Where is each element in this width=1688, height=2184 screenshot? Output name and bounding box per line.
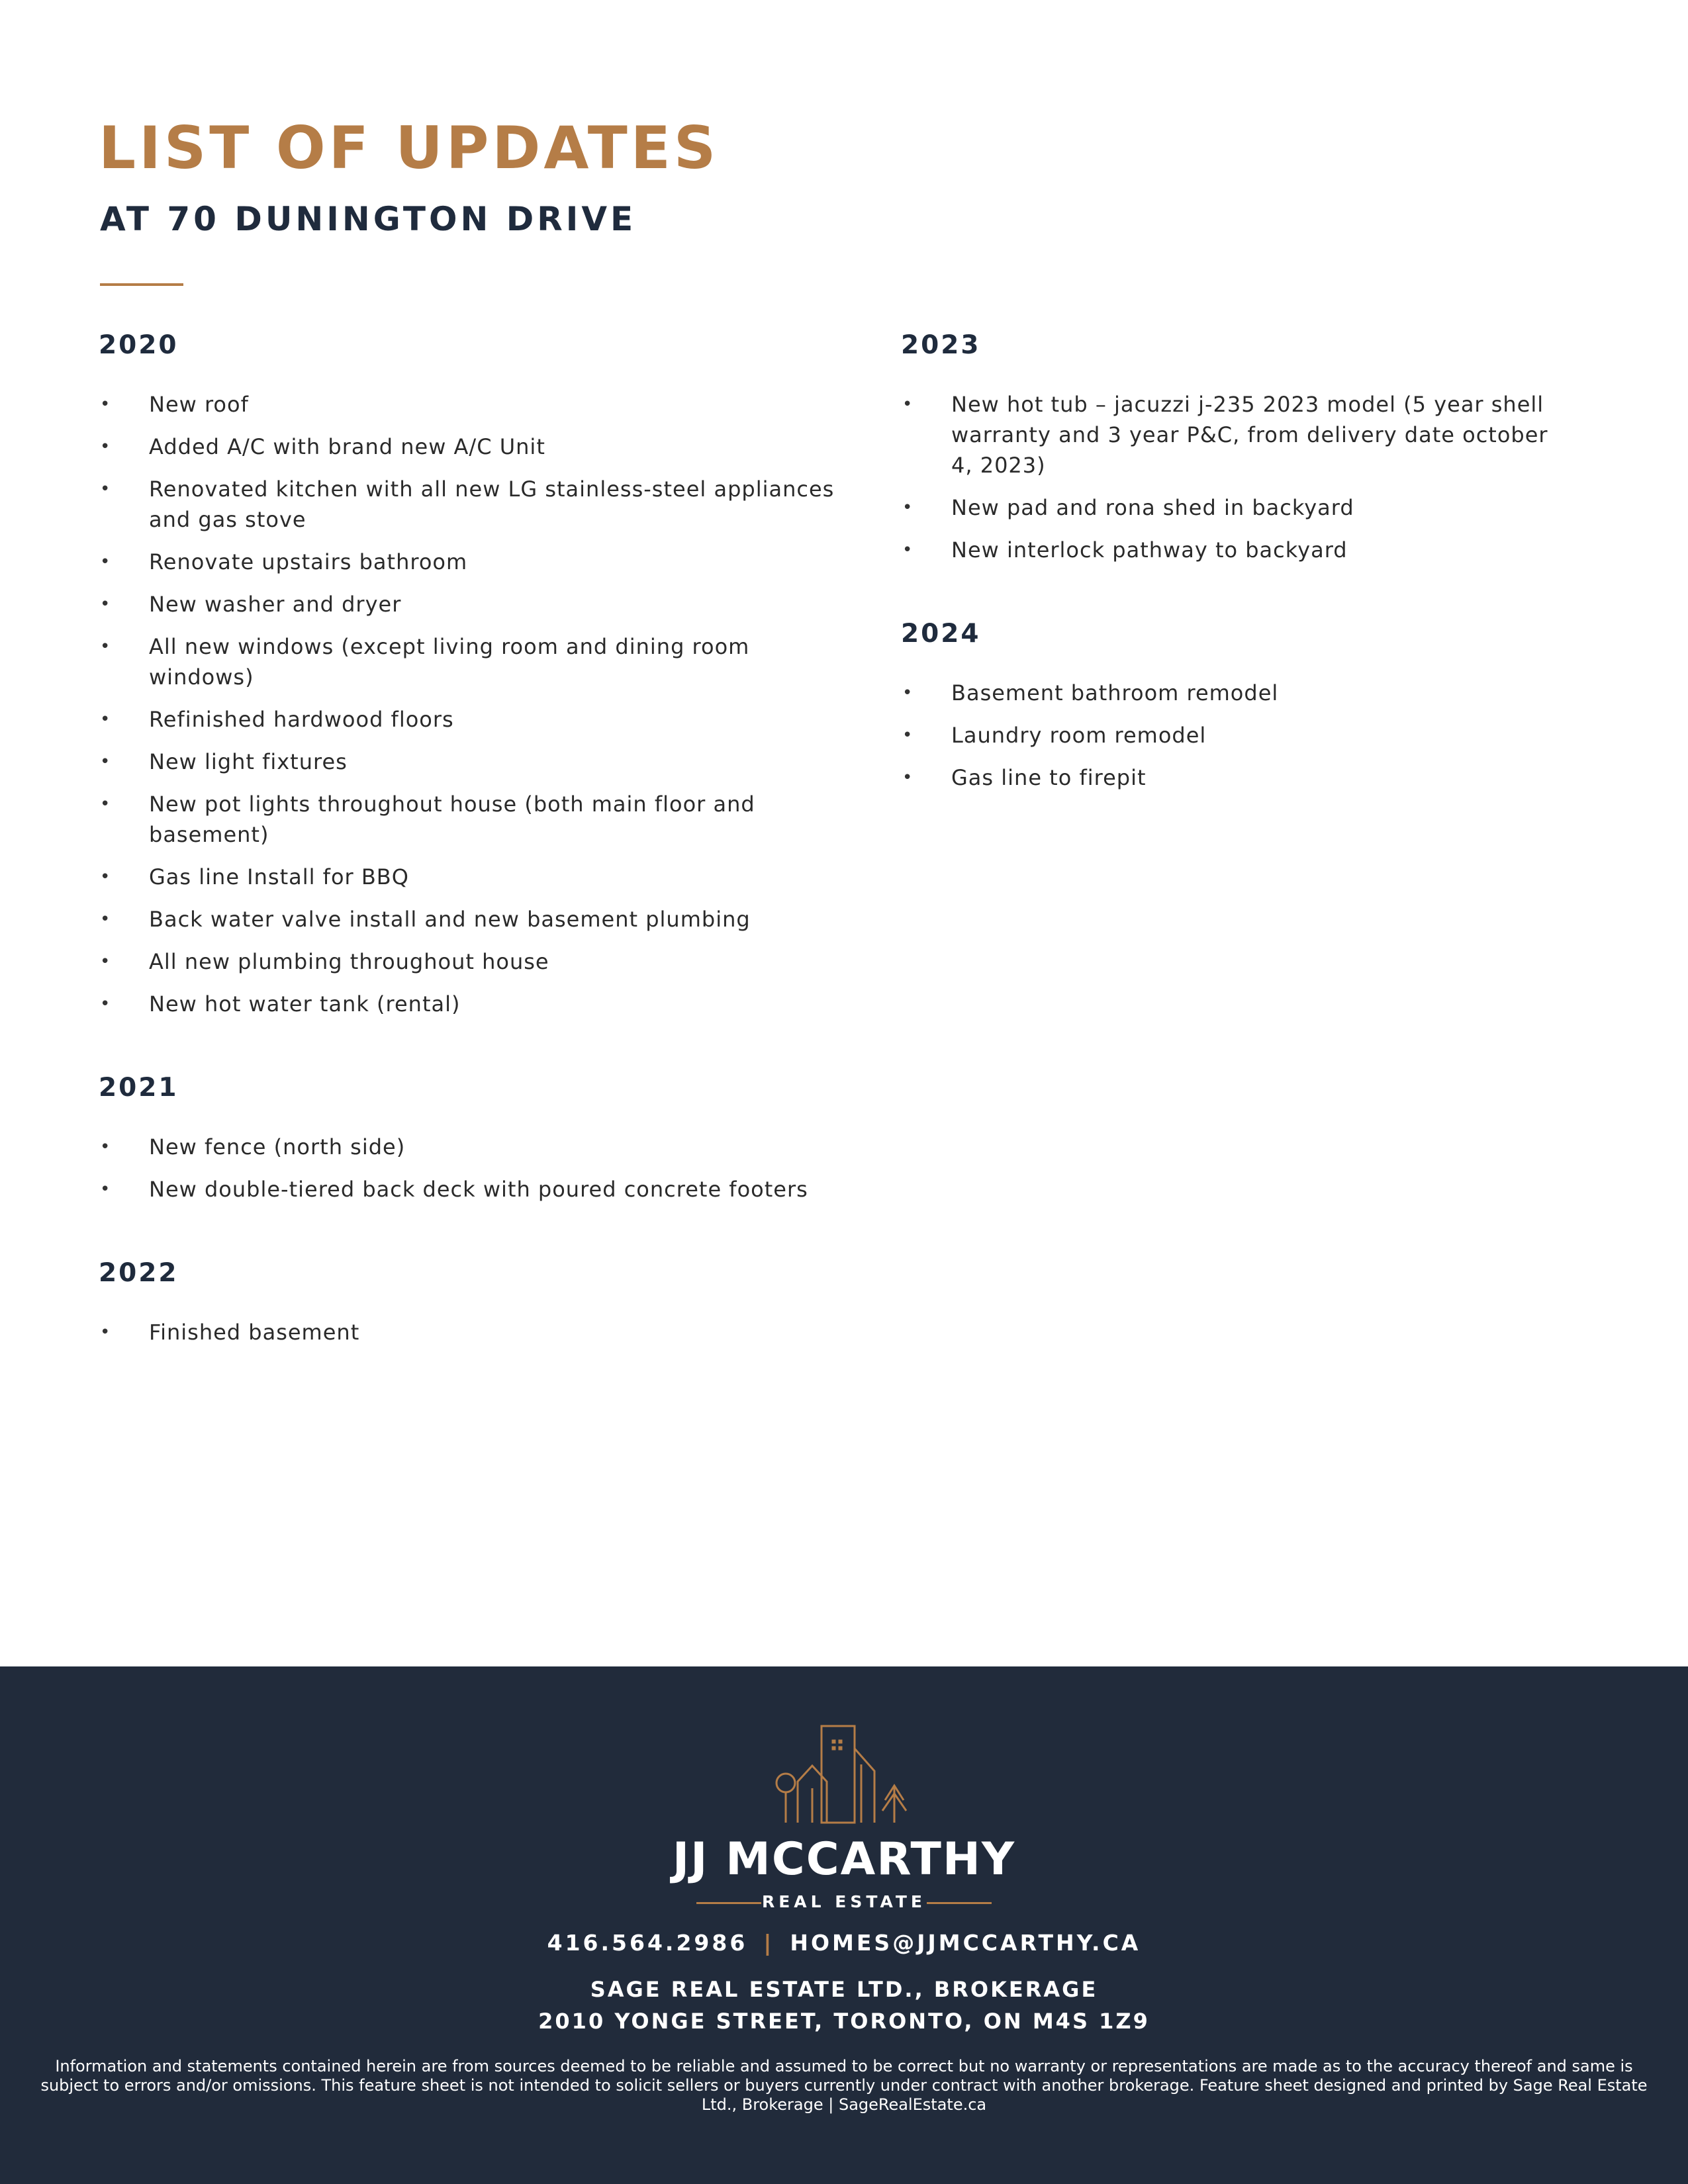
year-heading: 2023	[901, 330, 981, 360]
update-item-text: Laundry room remodel	[951, 723, 1207, 748]
update-item-text: New pad and rona shed in backyard	[951, 495, 1354, 520]
bullet-icon: •	[902, 768, 914, 788]
update-item-text: Renovate upstairs bathroom	[149, 549, 468, 574]
update-item	[99, 862, 840, 892]
bullet-icon: •	[100, 867, 111, 887]
update-list	[901, 389, 1563, 565]
bullet-icon: •	[100, 1179, 111, 1199]
year-heading: 2021	[99, 1073, 179, 1103]
update-item	[901, 535, 1563, 565]
update-list	[99, 1317, 840, 1347]
year-heading: 2022	[99, 1258, 179, 1288]
section-spacer	[901, 577, 1563, 614]
contact-line	[0, 1925, 1688, 1962]
update-item	[99, 747, 840, 777]
section-spacer	[99, 1216, 840, 1253]
bullet-icon: •	[100, 394, 111, 414]
update-item-text: All new plumbing throughout house	[149, 949, 549, 974]
update-item	[99, 1317, 840, 1347]
bullet-icon: •	[902, 498, 914, 518]
year-section	[99, 1253, 840, 1347]
update-item-text: Renovated kitchen with all new LG stainless-steel appliances and gas stove	[149, 477, 835, 532]
update-item	[901, 389, 1563, 480]
bullet-icon: •	[902, 540, 914, 560]
update-item-text: New pot lights throughout house (both main floor and basement)	[149, 792, 755, 847]
accent-divider	[100, 283, 183, 286]
update-item-text: Basement bathroom remodel	[951, 680, 1279, 705]
update-item-text: New fence (north side)	[149, 1134, 406, 1160]
update-item-text: New washer and dryer	[149, 592, 402, 617]
tagline-text: REAL ESTATE	[761, 1892, 927, 1911]
update-item	[99, 389, 840, 420]
brokerage-info	[0, 1974, 1688, 2037]
update-item-text: Finished basement	[149, 1320, 360, 1345]
year-section	[901, 326, 1563, 565]
disclaimer-text: Information and statements contained herein are from sources deemed to be reliable and assumed to be correct but no warranty or representations are made as to the accuracy thereof and same is subject to errors and/or omissions. This feature sheet is not intended to solicit sellers or buyers currently under contract with another brokerage. Feature sheet designed and printed by Sage Real Estate Ltd., Brokerage | SageRealEstate.ca	[40, 2057, 1648, 2114]
update-item-text: Refinished hardwood floors	[149, 707, 454, 732]
brokerage-address: 2010 YONGE STREET, TORONTO, ON M4S 1Z9	[538, 2009, 1150, 2034]
update-item	[99, 432, 840, 462]
update-item	[99, 989, 840, 1019]
year-section	[99, 326, 840, 1019]
update-item-text: New hot tub – jacuzzi j-235 2023 model (5 year shell warranty and 3 year P&C, from delivery date october 4, 2023)	[951, 392, 1548, 478]
bullet-icon: •	[902, 683, 914, 703]
page-subtitle: AT 70 DUNINGTON DRIVE	[100, 200, 637, 238]
update-item	[99, 1174, 840, 1205]
brokerage-name: SAGE REAL ESTATE LTD., BROKERAGE	[590, 1977, 1098, 2002]
bullet-icon: •	[902, 725, 914, 745]
bullet-icon: •	[100, 1322, 111, 1342]
update-item	[99, 631, 840, 692]
update-item	[901, 762, 1563, 793]
updates-column-left	[99, 326, 840, 1359]
bullet-icon: •	[100, 752, 111, 772]
email-link[interactable]: HOMES@JJMCCARTHY.CA	[790, 1930, 1141, 1956]
bullet-icon: •	[902, 394, 914, 414]
update-item	[99, 946, 840, 977]
update-item	[99, 704, 840, 735]
city-skyline-logo-icon	[771, 1725, 918, 1824]
bullet-icon: •	[100, 909, 111, 929]
bullet-icon: •	[100, 994, 111, 1014]
update-item	[901, 492, 1563, 523]
updates-column-right	[901, 326, 1563, 805]
bullet-icon: •	[100, 552, 111, 572]
update-item	[901, 678, 1563, 708]
bullet-icon: •	[100, 952, 111, 972]
year-heading: 2024	[901, 619, 981, 649]
bullet-icon: •	[100, 709, 111, 729]
update-item-text: Back water valve install and new basement plumbing	[149, 907, 751, 932]
bullet-icon: •	[100, 794, 111, 814]
contact-separator: |	[763, 1930, 774, 1956]
update-item	[99, 789, 840, 850]
brand-tagline	[696, 1889, 992, 1915]
update-item-text: Added A/C with brand new A/C Unit	[149, 434, 545, 459]
update-item	[99, 547, 840, 577]
brand-name: JJ MCCARTHY	[672, 1833, 1016, 1886]
update-item-text: Gas line to firepit	[951, 765, 1147, 790]
bullet-icon: •	[100, 479, 111, 499]
update-list	[99, 389, 840, 1019]
update-item	[901, 720, 1563, 751]
tagline-rule-right	[927, 1902, 992, 1904]
bullet-icon: •	[100, 437, 111, 457]
phone-number[interactable]: 416.564.2986	[547, 1930, 748, 1956]
bullet-icon: •	[100, 1137, 111, 1157]
bullet-icon: •	[100, 594, 111, 614]
update-item-text: New light fixtures	[149, 749, 348, 774]
page-title: LIST OF UPDATES	[99, 114, 720, 182]
update-item	[99, 589, 840, 619]
update-item-text: New double-tiered back deck with poured concrete footers	[149, 1177, 808, 1202]
update-item-text: New interlock pathway to backyard	[951, 537, 1348, 563]
update-list	[99, 1132, 840, 1205]
update-item	[99, 474, 840, 535]
update-item-text: New hot water tank (rental)	[149, 991, 461, 1017]
update-item	[99, 904, 840, 934]
update-item-text: Gas line Install for BBQ	[149, 864, 409, 889]
update-item-text: All new windows (except living room and dining room windows)	[149, 634, 750, 690]
year-section	[901, 614, 1563, 793]
section-spacer	[99, 1031, 840, 1068]
year-heading: 2020	[99, 330, 179, 360]
year-section	[99, 1068, 840, 1205]
update-item-text: New roof	[149, 392, 249, 417]
bullet-icon: •	[100, 637, 111, 657]
update-item	[99, 1132, 840, 1162]
update-list	[901, 678, 1563, 793]
